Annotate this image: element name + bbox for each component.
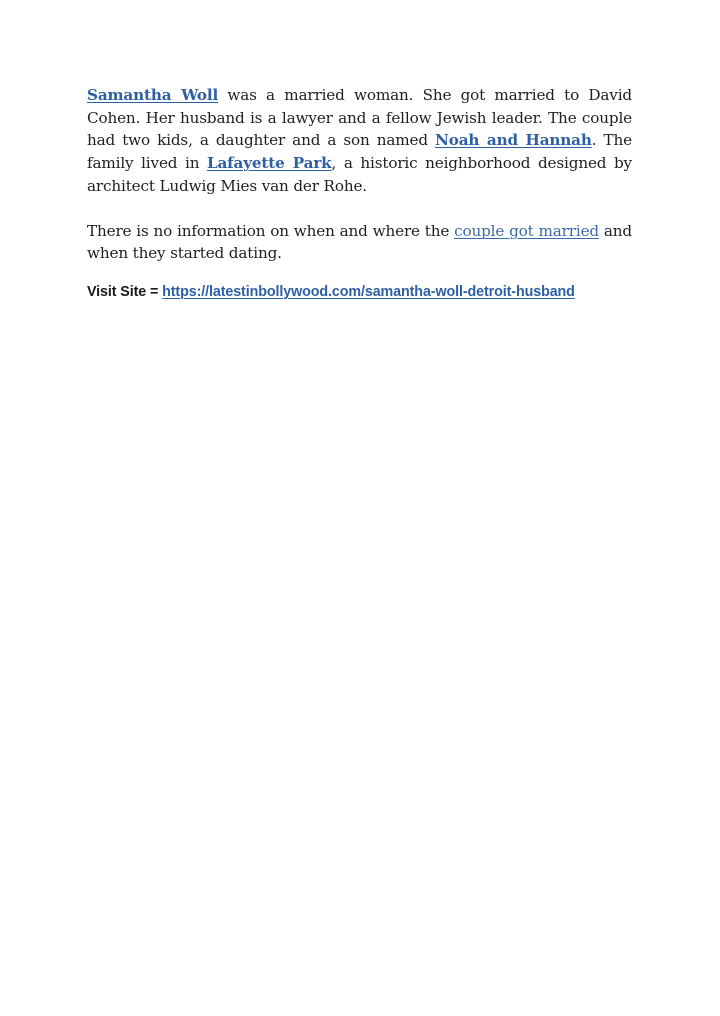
link-couple-got-married[interactable]: couple got married bbox=[454, 221, 599, 240]
link-samantha-woll[interactable]: Samantha Woll bbox=[87, 86, 219, 104]
paragraph-2-text-a: There is no information on when and where the bbox=[87, 221, 455, 240]
visit-site-label: Visit Site = bbox=[87, 283, 163, 300]
paragraph-2-text-b: and when they started dating. bbox=[87, 221, 632, 263]
paragraph-1-text-a: was a married woman. She got married to David Cohen. Her husband is a lawyer and a fellow Jewish leader. The couple had two kids, a daughter and a son named bbox=[87, 86, 633, 150]
visit-site-url-link[interactable]: https://latestinbollywood.com/samantha-woll-detroit-husband bbox=[162, 283, 575, 300]
paragraph-2 bbox=[87, 220, 632, 265]
paragraph-1-text-b: . The family lived in bbox=[87, 131, 632, 173]
link-noah-and-hannah[interactable]: Noah and Hannah bbox=[435, 131, 592, 150]
visit-site-line bbox=[87, 282, 632, 302]
link-lafayette-park[interactable]: Lafayette Park bbox=[206, 154, 332, 173]
paragraph-1-text-c: , a historic neighborhood designed by architect Ludwig Mies van der Rohe. bbox=[87, 154, 632, 195]
document-content bbox=[87, 84, 632, 302]
paragraph-1 bbox=[87, 84, 632, 198]
